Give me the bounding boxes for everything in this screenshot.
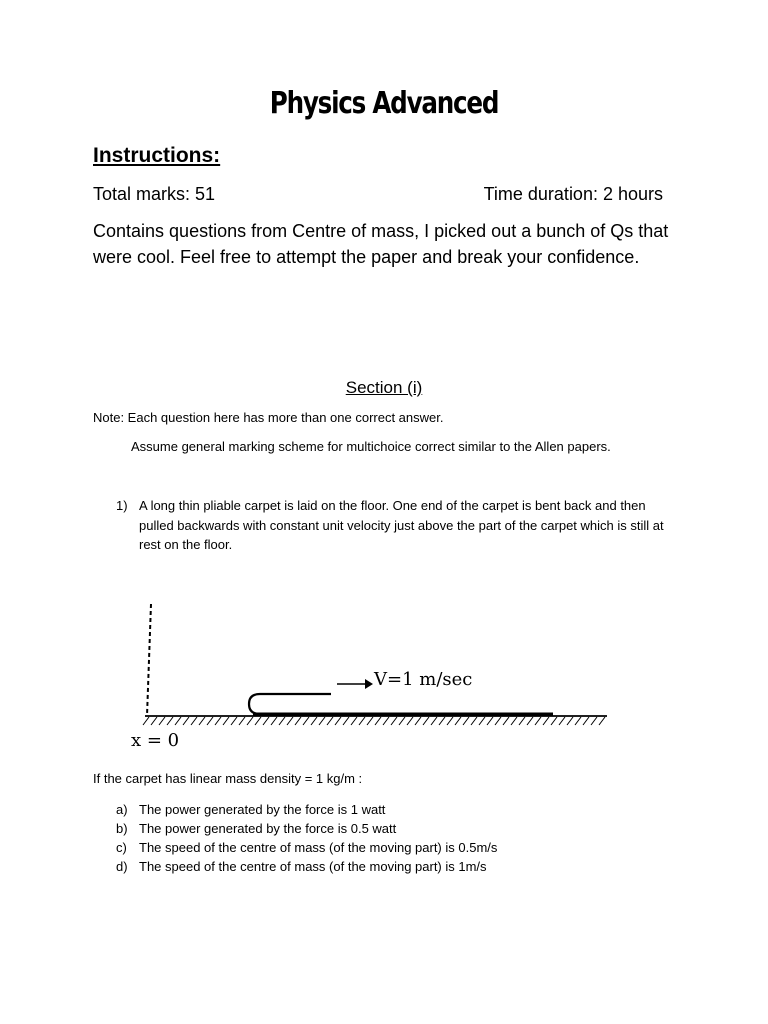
option-text: The speed of the centre of mass (of the moving part) is 0.5m/s	[139, 840, 498, 855]
note-detail: Assume general marking scheme for multichoice correct similar to the Allen papers.	[131, 439, 611, 454]
floor-hatching	[143, 717, 605, 725]
marks-row	[93, 184, 663, 205]
question-1	[116, 496, 676, 555]
option-c	[116, 838, 497, 857]
carpet-fold	[249, 694, 331, 714]
option-d	[116, 857, 497, 876]
velocity-label: V=1 m/sec	[374, 669, 473, 690]
section-heading: Section (i)	[345, 378, 423, 397]
option-text: The power generated by the force is 1 watt	[139, 802, 386, 817]
option-b	[116, 819, 497, 838]
arrowhead	[365, 679, 373, 689]
question-number: 1)	[116, 498, 128, 513]
carpet-figure	[125, 598, 615, 758]
reference-line	[147, 604, 151, 716]
option-letter: c)	[116, 840, 127, 855]
time-duration: Time duration: 2 hours	[483, 184, 663, 204]
option-a	[116, 800, 497, 819]
total-marks: Total marks: 51	[93, 184, 216, 204]
density-statement: If the carpet has linear mass density = 1 kg/m :	[93, 771, 363, 786]
option-text: The speed of the centre of mass (of the moving part) is 1m/s	[139, 859, 487, 874]
note: Note: Each question here has more than one correct answer.	[93, 410, 444, 425]
answer-options	[116, 800, 497, 876]
origin-label: x = 0	[131, 730, 180, 751]
option-letter: b)	[116, 821, 128, 836]
option-letter: d)	[116, 859, 128, 874]
page-title: Physics Advanced	[269, 86, 499, 121]
option-letter: a)	[116, 802, 128, 817]
paper-description: Contains questions from Centre of mass, I picked out a bunch of Qs that were cool. Feel free to attempt the paper and break your confidence.	[93, 221, 669, 267]
option-text: The power generated by the force is 0.5 watt	[139, 821, 397, 836]
instructions-heading: Instructions:	[93, 144, 221, 167]
question-text: A long thin pliable carpet is laid on the floor. One end of the carpet is bent back and then pulled backwards with constant unit velocity just above the part of the carpet which is still at rest on the floor.	[139, 498, 664, 552]
